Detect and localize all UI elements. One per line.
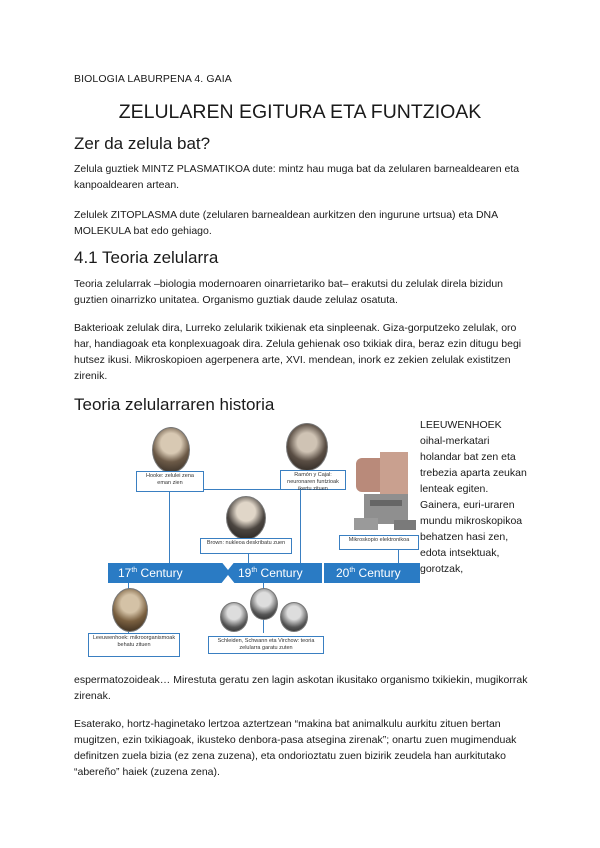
cell-theory-timeline-figure — [92, 410, 420, 665]
virchow-portrait — [280, 602, 308, 632]
century-19-label: 19th Century — [238, 566, 303, 580]
connector-line — [300, 489, 301, 563]
paragraph-cytoplasm: Zelulek ZITOPLASMA dute (zelularen barnealdean aurkitzen den ingurune urtsua) eta DNA MOLEKULA bat edo gehiago. — [74, 209, 498, 237]
ramon-y-cajal-caption: Ramón y Cajal: neuronaren funtzioak ikertu zituen — [280, 470, 346, 490]
section-heading-theory: 4.1 Teoria zelularra — [74, 248, 219, 267]
paragraph-tartar: Esaterako, hortz-haginetako lertzoa aztertzean “makina bat animalkulu aurkitu zituen bertan mugitzen, ezin txikiagoak, ikusteko denbora-pasa atsegina zirenak”; onartu zuen mugimenduak definitzen zuela bizia (ez zena zuzena), eta ondorioztatu zuen bizirik zeudela han aurkitutako “abereño” haiek (zuzena zena). — [74, 718, 517, 778]
band-divider — [322, 563, 324, 583]
leeuwenhoek-side-text: LEEUWENHOEK oihal-merkatari holandar bat zen eta trebezia aparta zeukan lenteak egiten. Gainera, euri-uraren mundu mikroskopikoa behatzen hasi zen, edota intsektuak, gorotzak, — [420, 419, 527, 575]
connector-line — [169, 484, 170, 563]
hooke-portrait — [152, 427, 190, 473]
paragraph-membrane: Zelula guztiek MINTZ PLASMATIKOA dute: mintz hau muga bat da zelularen barnealdearen eta kanpoaldearen artean. — [74, 163, 520, 191]
paragraph-bacteria: Bakterioak zelulak dira, Lurreko zelularik txikienak eta sinpleenak. Giza-gorputzeko zelulak, oro har, handiagoak eta konplexuagoak dira. Zelula gehienak oso txikiak dira, beraz ezin ditugu begi hutsez ikusi. Mikroskopioen agerpenera arte, XVI. mendean, inork ez zekien zelulak existitzen zirenik. — [74, 322, 522, 382]
document-header: BIOLOGIA LABURPENA 4. GAIA — [74, 73, 232, 85]
century-17-label: 17th Century — [118, 566, 183, 580]
century-20-label: 20th Century — [336, 566, 401, 580]
leeuwenhoek-portrait — [112, 588, 148, 632]
band-gap-marker — [220, 560, 236, 570]
page-title: ZELULAREN EGITURA ETA FUNTZIOAK — [118, 101, 482, 123]
section-heading-cell: Zer da zelula bat? — [74, 134, 211, 153]
electron-microscope-caption: Mikroskopio elektronikoa — [339, 535, 419, 550]
hooke-caption: Hooke: zelulei zena eman zien — [136, 471, 204, 492]
schwann-portrait — [250, 588, 278, 620]
schleiden-schwann-virchow-caption: Schleiden, Schwann eta Virchow: teoria zelularra garatu zuten — [208, 636, 324, 654]
connector-line — [398, 550, 399, 563]
schleiden-portrait — [220, 602, 248, 632]
paragraph-theory-intro: Teoria zelularrak –biologia modernoaren oinarrietariko bat– erakutsi du zelulak direla bizidun guztien oinarrizko unitatea. Organismo guztiak daude zelulaz osatuta. — [74, 278, 503, 306]
band-gap-marker — [220, 575, 236, 585]
paragraph-spermatozoa: espermatozoideak… Mirestuta geratu zen lagin askotan ikusitako organismo txikiekin, mugikorrak zirenak. — [74, 674, 528, 702]
ramon-y-cajal-portrait — [286, 423, 328, 471]
brown-caption: Brown: nukleoa deskribatu zuen — [200, 538, 292, 554]
leeuwenhoek-caption: Leeuwenhoek: mikroorganismoak behatu zituen — [88, 633, 180, 657]
section-heading-history: Teoria zelularraren historia — [74, 395, 275, 414]
electron-microscope-illustration — [354, 450, 418, 532]
brown-portrait — [226, 496, 266, 540]
connector-line — [248, 553, 249, 563]
